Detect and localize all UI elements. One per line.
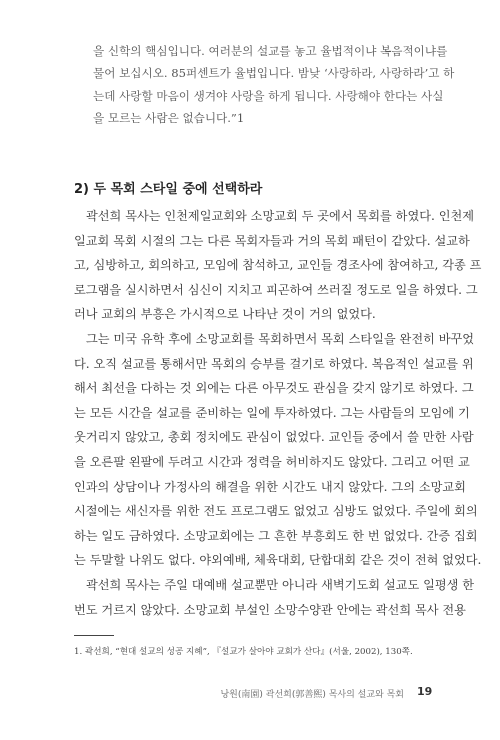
- body-line: 고, 심방하고, 회의하고, 모임에 참석하고, 교인들 경조사에 참여하고, 각종 프: [74, 258, 482, 273]
- body-line: 그는 미국 유학 후에 소망교회를 목회하면서 목회 스타일을 완전히 바꾸었: [86, 331, 475, 346]
- body-line: 시절에는 새신자를 위한 전도 프로그램도 없었고 심방도 없었다. 주일에 회의: [74, 504, 478, 519]
- body-line: 곽선희 목사는 주일 대예배 설교뿐만 아니라 새벽기도회 설교도 일평생 한: [86, 577, 475, 592]
- body-line: 번도 거르지 않았다. 소망교회 부설인 소망수양관 안에는 곽선희 목사 전용: [74, 602, 466, 617]
- body-line: 일교회 목회 시절의 그는 다른 목회자들과 거의 목회 패턴이 같았다. 설교하: [74, 233, 470, 248]
- quote-line: 을 신학의 핵심입니다. 여러분의 설교를 놓고 율법적이냐 복음적이냐를: [93, 44, 448, 58]
- body-line: 해서 최선을 다하는 것 외에는 다른 아무것도 관심을 갖지 않기로 하였다. 그: [74, 381, 474, 396]
- body-line: 다. 오직 설교를 통해서만 목회의 승부를 걸기로 하였다. 복음적인 설교를 위: [74, 356, 474, 371]
- body-paragraphs: [74, 204, 482, 622]
- body-line: 는 모든 시간을 설교를 준비하는 일에 투자하였다. 그는 사람들의 모임에 기: [74, 405, 470, 420]
- quote-line: 는데 사랑할 마음이 생겨야 사랑을 하게 됩니다. 사랑해야 한다는 사실: [93, 88, 444, 103]
- body-line: 웃거리지 않았고, 총회 정치에도 관심이 없었다. 교인들 중에서 쓸 만한 사람: [74, 430, 474, 445]
- body-line: 곽선희 목사는 인천제일교회와 소망교회 두 곳에서 목회를 하였다. 인천제: [86, 209, 475, 223]
- body-line: 는 두말할 나위도 없다. 야외예배, 체육대회, 단합대회 같은 것이 전혀 없었다.: [74, 553, 482, 568]
- body-line: 로그램을 실시하면서 심신이 지치고 피곤하여 쓰러질 정도로 일을 하였다. 그: [74, 282, 478, 297]
- body-line: 러나 교회의 부흥은 가시적으로 나타난 것이 거의 없었다.: [74, 307, 376, 322]
- page-number: 19: [417, 685, 433, 698]
- footnote: 1. 곽선희, “현대 설교의 성공 지혜”, 『설교가 살아야 교회가 산다』(서울, 2002), 130쪽.: [74, 647, 413, 657]
- running-footer-title: 낭원(南園) 곽선희(郭善熙) 목사의 설교와 목회: [220, 690, 404, 700]
- footnote-divider: [74, 635, 114, 636]
- section-heading: 2) 두 목회 스타일 중에 선택하라: [74, 182, 263, 197]
- quote-line: 을 모르는 사람은 없습니다.”1: [93, 110, 245, 125]
- body-line: 인과의 상담이나 가정사의 해결을 위한 시간도 내지 않았다. 그의 소망교회: [74, 479, 466, 494]
- quote-line: 물어 보십시오. 85퍼센트가 율법입니다. 밤낮 ‘사랑하라, 사랑하라’고 하: [93, 66, 455, 81]
- body-line: 을 오른팔 왼팔에 두려고 시간과 정력을 허비하지도 않았다. 그리고 어떤 교: [74, 454, 470, 469]
- block-quote: [93, 40, 455, 129]
- body-line: 하는 일도 금하였다. 소망교회에는 그 흔한 부흥회도 한 번 없었다. 간증 집회: [74, 528, 478, 543]
